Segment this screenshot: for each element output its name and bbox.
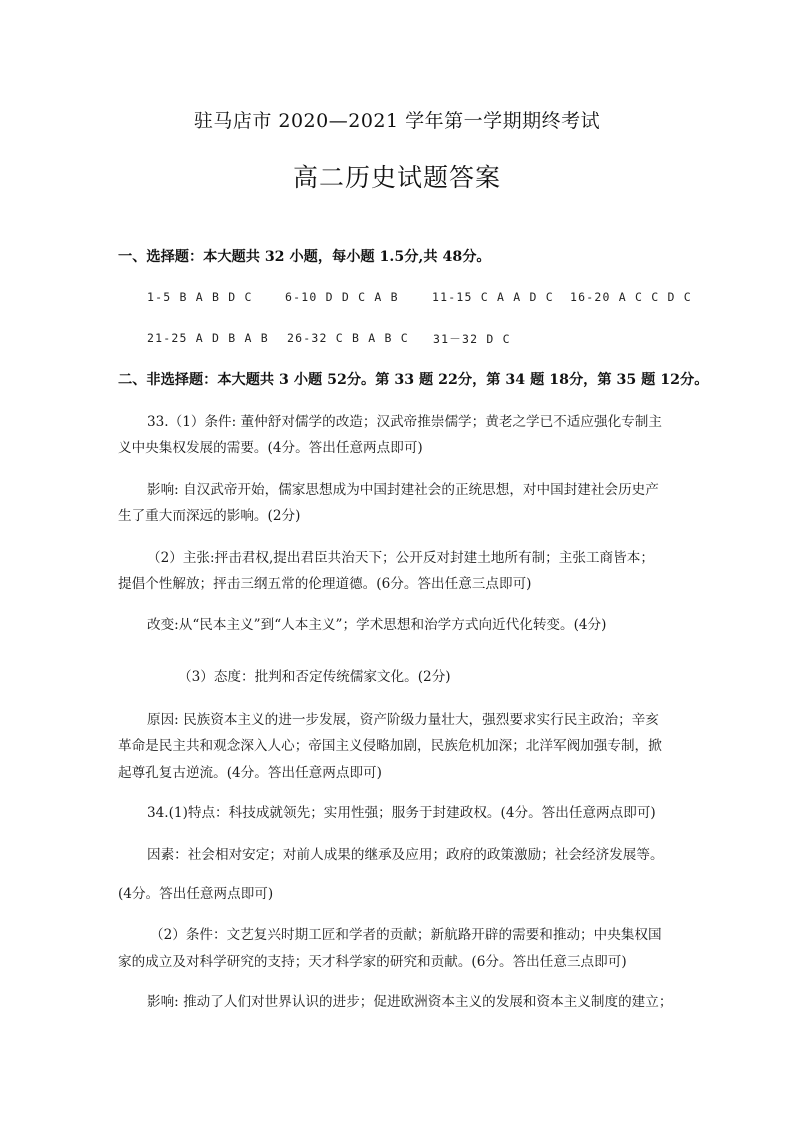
- answer-line: 34.(1)特点：科技成就领先；实用性强；服务于封建政权。(4分。答出任意两点即可): [147, 805, 656, 821]
- answer-line: 33.（1）条件: 董仲舒对儒学的改造；汉武帝推崇儒学；黄老之学已不适应强化专制主: [147, 414, 662, 430]
- answer-line: (4分。答出任意两点即可): [118, 886, 274, 902]
- answer-group: 11-15 C A A D C: [432, 290, 554, 304]
- answer-line: 义中央集权发展的需要。(4分。答出任意两点即可): [118, 440, 423, 456]
- answer-line: 革命是民主共和观念深入人心；帝国主义侵略加剧，民族危机加深；北洋军阀加强专制，掀: [118, 738, 662, 754]
- section-1-heading: 一、选择题：本大题共 32 小题，每小题 1.5分,共 48分。: [118, 249, 491, 265]
- answer-line: （2）条件：文艺复兴时期工匠和学者的贡献；新航路开辟的需要和推动；中央集权国: [150, 927, 662, 943]
- answer-line: 起尊孔复古逆流。(4分。答出任意两点即可): [118, 765, 382, 781]
- answer-line: （2）主张:抨击君权,提出君臣共治天下；公开反对封建土地所有制；主张工商皆本；: [147, 550, 654, 566]
- section-2-heading: 二、非选择题：本大题共 3 小题 52分。第 33 题 22分，第 34 题 18分，第 35 题 12分。: [118, 372, 709, 388]
- answer-group: 1-5 B A B D C: [147, 290, 253, 304]
- answer-group: 31－32 D C: [433, 332, 511, 346]
- answer-group: 21-25 A D B A B: [147, 331, 269, 345]
- answer-line: 因素：社会相对安定；对前人成果的继承及应用；政府的政策激励；社会经济发展等。: [147, 847, 664, 863]
- answer-line: 家的成立及对科学研究的支持；天才科学家的研究和贡献。(6分。答出任意三点即可): [118, 954, 627, 970]
- answer-line: 影响: 自汉武帝开始，儒家思想成为中国封建社会的正统思想，对中国封建社会历史产: [147, 482, 659, 498]
- answer-line: 提倡个性解放；抨击三纲五常的伦理道德。(6分。答出任意三点即可): [118, 576, 532, 592]
- answer-line: （3）态度：批判和否定传统儒家文化。(2分): [178, 669, 451, 685]
- answer-group: 26-32 C B A B C: [287, 331, 409, 345]
- answer-line: 生了重大而深远的影响。(2分): [118, 508, 301, 524]
- answer-line: 改变:从“民本主义”到“人本主义”；学术思想和治学方式向近代化转变。(4分): [147, 617, 607, 633]
- answer-group: 6-10 D D C A B: [285, 290, 399, 304]
- answer-line: 影响: 推动了人们对世界认识的进步；促进欧洲资本主义的发展和资本主义制度的建立；: [147, 994, 673, 1010]
- answer-line: 原因: 民族资本主义的进一步发展，资产阶级力量壮大，强烈要求实行民主政治；辛亥: [147, 712, 659, 728]
- exam-title: 驻马店市 2020—2021 学年第一学期期终考试: [193, 110, 601, 132]
- answer-group: 16-20 A C C D C: [570, 290, 692, 304]
- exam-subtitle: 高二历史试题答案: [292, 163, 501, 192]
